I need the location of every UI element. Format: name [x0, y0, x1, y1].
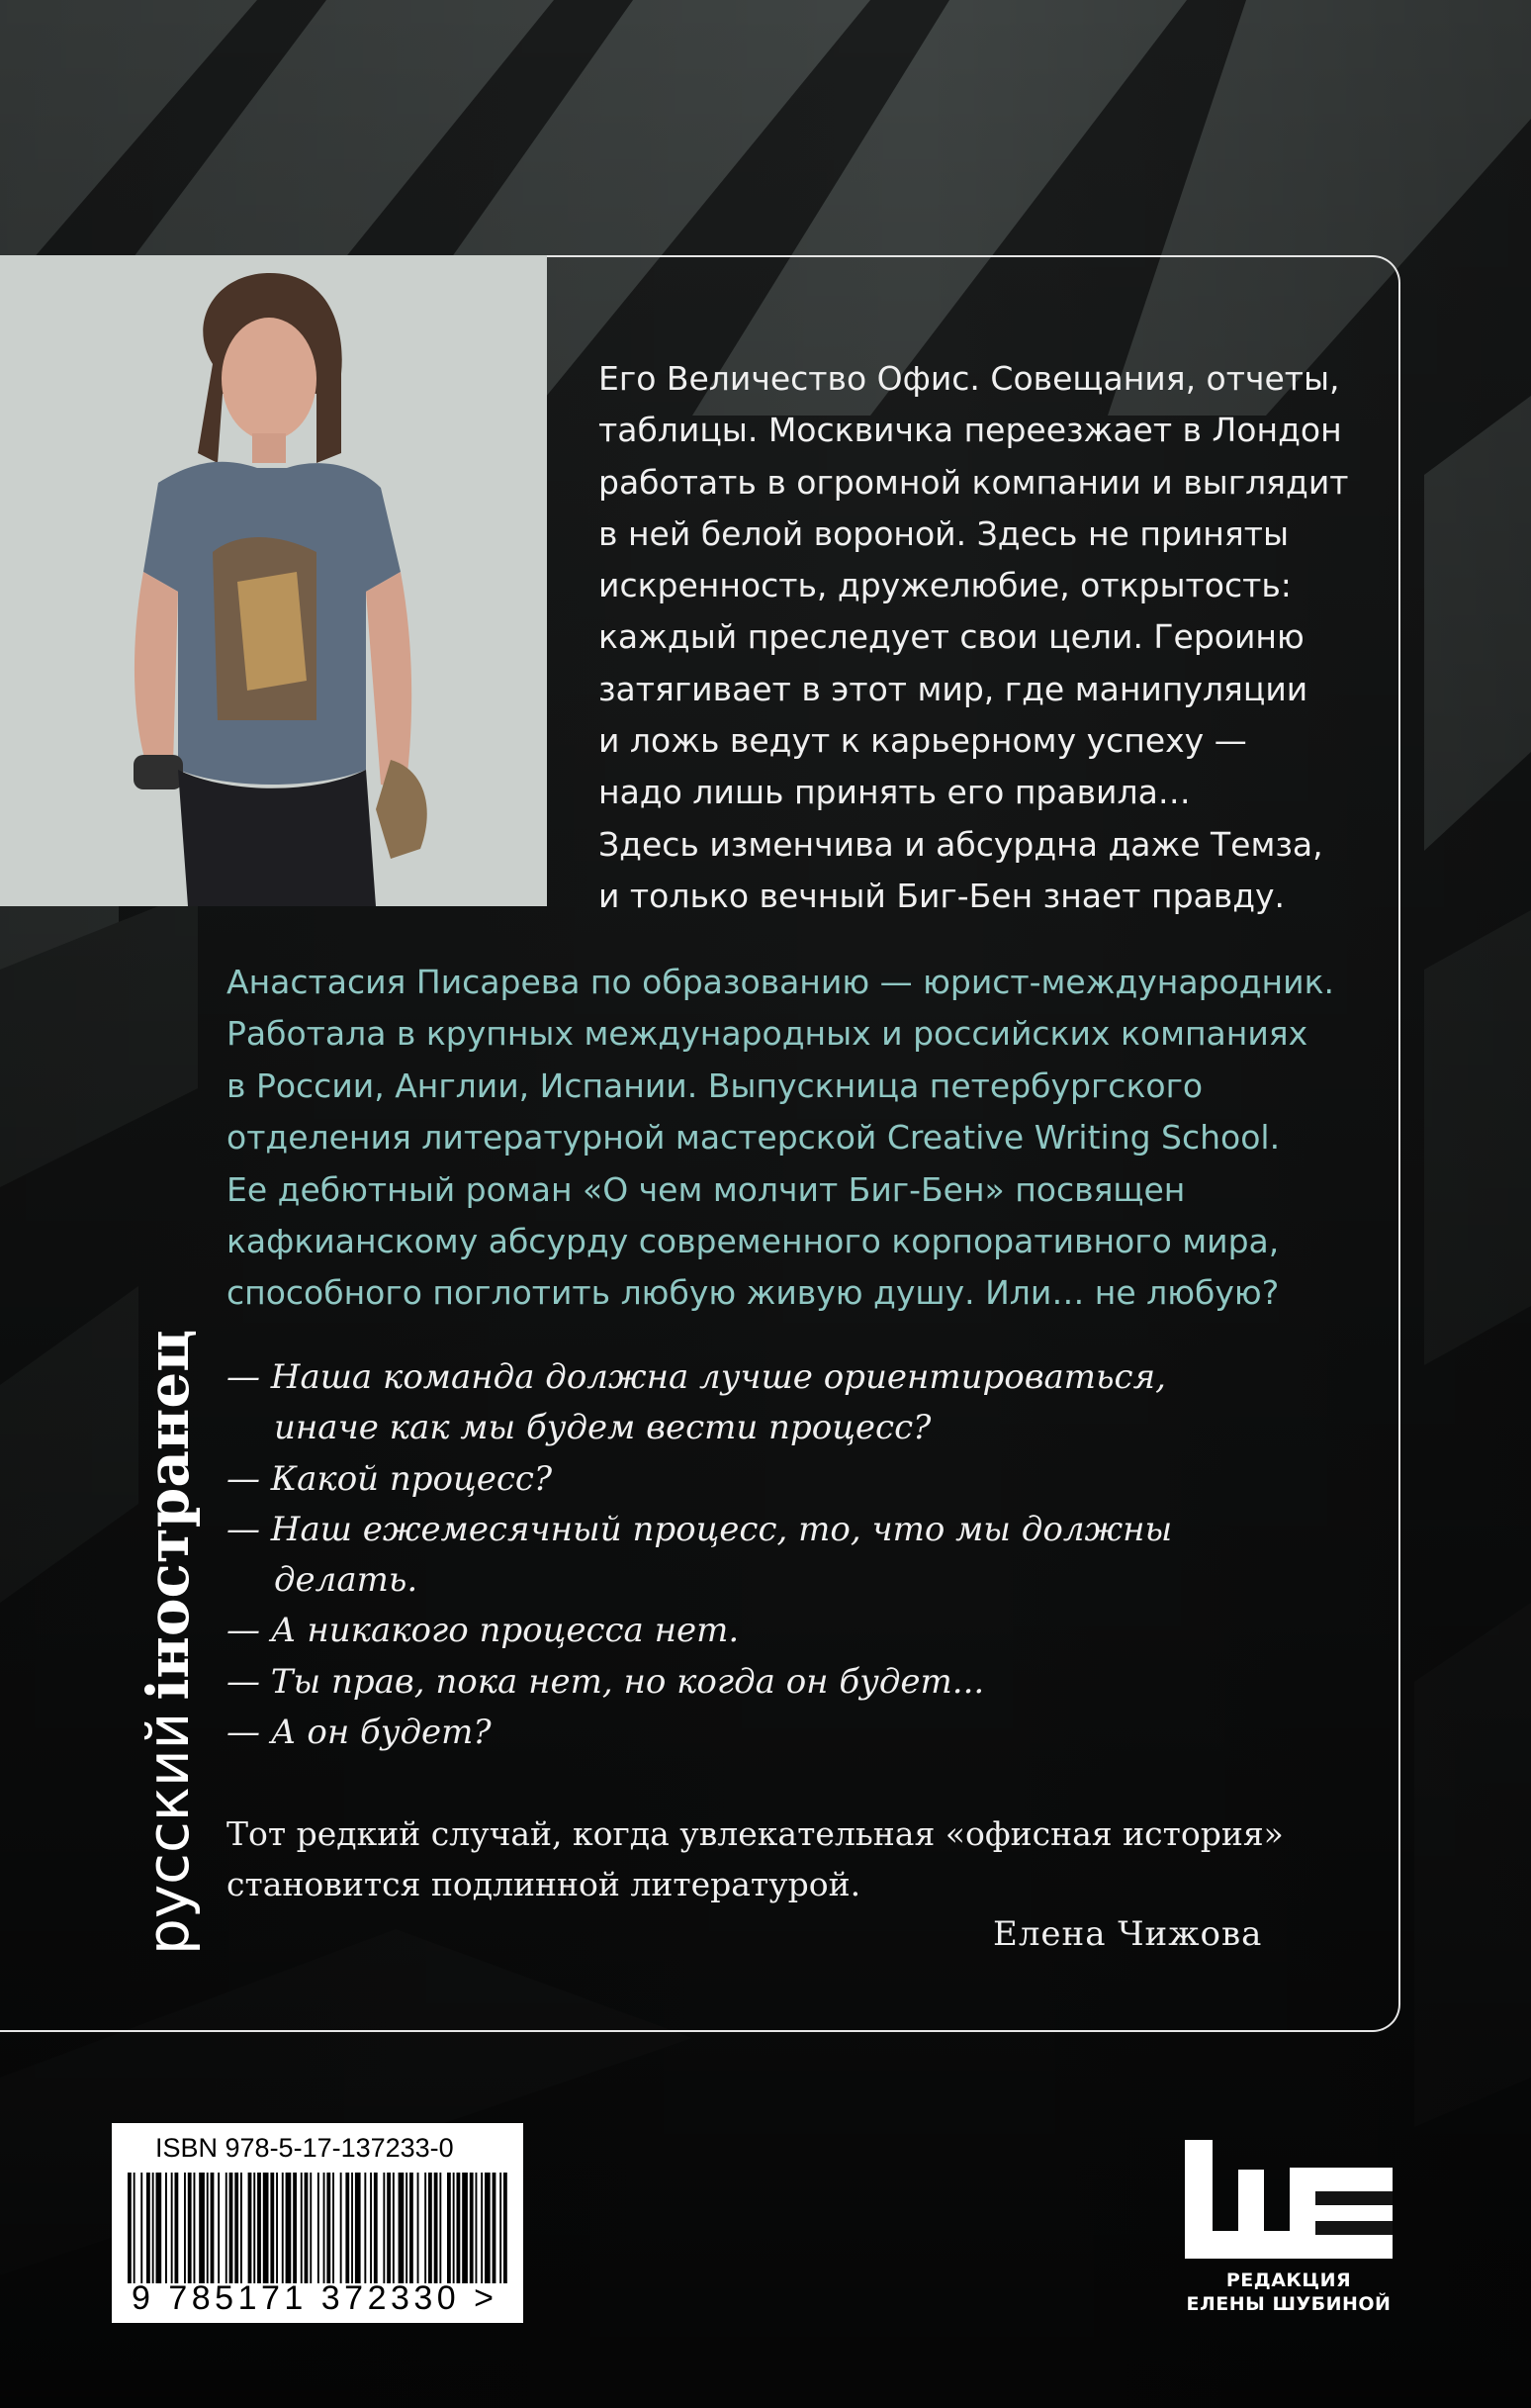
barcode-bar: [405, 2173, 407, 2283]
barcode-bar: [305, 2173, 309, 2283]
review-line: становится подлинной литературой.: [226, 1865, 861, 1903]
barcode-bar: [248, 2173, 252, 2283]
barcode-bar: [253, 2173, 255, 2283]
barcode-bar: [171, 2173, 173, 2283]
barcode-bar: [374, 2173, 378, 2283]
bio-line: Ее дебютный роман «О чем молчит Биг-Бен» посвящен: [226, 1169, 1186, 1209]
barcode-bar: [276, 2173, 278, 2283]
barcode-bar: [188, 2173, 192, 2283]
series-part-1: русский: [135, 1712, 202, 1955]
bio-line: в России, Англии, Испании. Выпускница петербургского: [226, 1065, 1204, 1105]
barcode-bar: [229, 2173, 233, 2283]
barcode-bar: [128, 2173, 132, 2283]
dialogue-line: делать.: [274, 1560, 418, 1601]
barcode-bar: [462, 2173, 468, 2283]
dialogue-line: — Ты прав, пока нет, но когда он будет...: [226, 1661, 985, 1702]
barcode-bar: [424, 2173, 426, 2283]
barcode-bar: [485, 2173, 491, 2283]
bio-line: Анастасия Писарева по образованию — юрист-международник.: [226, 963, 1335, 1001]
blurb-line: работать в огромной компании и выглядит: [598, 462, 1349, 502]
barcode-bar: [317, 2173, 319, 2283]
blurb-line: искренность, дружелюбие, открытость:: [598, 566, 1292, 605]
barcode-bar: [286, 2173, 292, 2283]
barcode-bar: [207, 2173, 209, 2283]
barcode-bar: [383, 2173, 385, 2283]
author-bio: [226, 957, 1374, 1320]
barcode-bar: [194, 2173, 196, 2283]
blurb-line: и ложь ведут к карьерному успеху —: [598, 721, 1247, 761]
bio-line: способного поглотить любую живую душу. Или… не любую?: [226, 1273, 1280, 1313]
barcode-bar: [263, 2173, 269, 2283]
blurb-line: Здесь изменчива и абсурдна даже Темза,: [598, 824, 1323, 864]
barcode-bar: [439, 2173, 441, 2283]
barcode-bar: [257, 2173, 261, 2283]
barcode-panel: [112, 2123, 523, 2323]
bio-line: отделения литературной мастерской Creative Writing School.: [226, 1118, 1281, 1158]
publisher-logo-icon: [1185, 2140, 1393, 2259]
barcode-bar: [364, 2173, 366, 2283]
barcode-bar: [499, 2173, 501, 2283]
barcode-bars: [128, 2173, 507, 2283]
dialogue-line: — Наш ежемесячный процесс, то, что мы должны: [226, 1509, 1173, 1549]
barcode-bar: [393, 2173, 395, 2283]
barcode-bar: [355, 2173, 361, 2283]
isbn-label: ISBN 978-5-17-137233-0: [155, 2133, 454, 2163]
bio-line: Работала в крупных международных и российских компаниях: [226, 1014, 1308, 1054]
barcode-bar: [476, 2173, 478, 2283]
barcode-bar: [503, 2173, 507, 2283]
barcode-bar: [270, 2173, 274, 2283]
barcode-bar: [175, 2173, 179, 2283]
barcode-bar: [218, 2173, 220, 2283]
dialogue-line: — Какой процесс?: [226, 1458, 553, 1499]
barcode-bar: [165, 2173, 167, 2283]
barcode-bar: [453, 2173, 455, 2283]
barcode-bar: [345, 2173, 349, 2283]
barcode-bar: [387, 2173, 391, 2283]
dialogue-excerpt: [226, 1352, 1334, 1758]
barcode-bar: [323, 2173, 325, 2283]
dialogue-line: — Наша команда должна лучше ориентироваться,: [226, 1357, 1166, 1397]
publisher-name: [1183, 2269, 1395, 2316]
barcode-digits: 9 785171 372330 >: [132, 2279, 498, 2317]
series-part-2: іностранец: [135, 1329, 202, 1701]
dialogue-line: иначе как мы будем вести процесс?: [274, 1408, 932, 1448]
blurb: [598, 353, 1370, 922]
barcode-bar: [399, 2173, 405, 2283]
barcode-bar: [234, 2173, 238, 2283]
author-photo: [0, 255, 547, 906]
barcode-bar: [240, 2173, 242, 2283]
barcode-bar: [152, 2173, 154, 2283]
blurb-line: в ней белой вороной. Здесь не приняты: [598, 513, 1289, 553]
barcode-bar: [434, 2173, 438, 2283]
barcode-bar: [310, 2173, 312, 2283]
barcode-bar: [428, 2173, 432, 2283]
review-line: Тот редкий случай, когда увлекательная «офисная история»: [226, 1814, 1284, 1853]
barcode-bar: [225, 2173, 227, 2283]
barcode-bar: [470, 2173, 474, 2283]
barcode-bar: [370, 2173, 372, 2283]
barcode-bar: [493, 2173, 496, 2283]
barcode-bar: [326, 2173, 330, 2283]
publisher-line-1: РЕДАКЦИЯ: [1225, 2269, 1352, 2291]
barcode-bar: [340, 2173, 342, 2283]
barcode-bar: [140, 2173, 142, 2283]
barcode-bar: [184, 2173, 186, 2283]
barcode-bar: [447, 2173, 451, 2283]
publisher-line-2: ЕЛЕНЫ ШУБИНОЙ: [1186, 2293, 1392, 2315]
blurb-line: каждый преследует свои цели. Героиню: [598, 617, 1305, 657]
barcode-bar: [134, 2173, 135, 2283]
bio-line: кафкианскому абсурду современного корпоративного мира,: [226, 1222, 1280, 1261]
blurb-line: затягивает в этот мир, где манипуляции: [598, 669, 1308, 708]
series-title: [135, 1329, 202, 1955]
blurb-line: надо лишь принять его правила…: [598, 773, 1191, 812]
barcode-bar: [457, 2173, 461, 2283]
barcode-bar: [211, 2173, 215, 2283]
barcode-bar: [409, 2173, 413, 2283]
blurb-line: и только вечный Биг-Бен знает правду.: [598, 876, 1286, 915]
barcode-bar: [301, 2173, 303, 2283]
barcode-bar: [332, 2173, 334, 2283]
barcode-bar: [351, 2173, 353, 2283]
review-quote: [226, 1808, 1364, 1909]
reviewer-name: Елена Чижова: [993, 1914, 1263, 1954]
blurb-line: Его Величество Офис. Совещания, отчеты,: [598, 359, 1340, 398]
barcode-bar: [156, 2173, 162, 2283]
dialogue-line: — А никакого процесса нет.: [226, 1611, 740, 1651]
barcode-bar: [146, 2173, 150, 2283]
barcode-bar: [417, 2173, 419, 2283]
barcode-bar: [282, 2173, 284, 2283]
barcode-bar: [293, 2173, 297, 2283]
barcode-bar: [481, 2173, 483, 2283]
blurb-line: таблицы. Москвичка переезжает в Лондон: [598, 411, 1342, 450]
dialogue-line: — А он будет?: [226, 1713, 492, 1753]
barcode-bar: [199, 2173, 205, 2283]
